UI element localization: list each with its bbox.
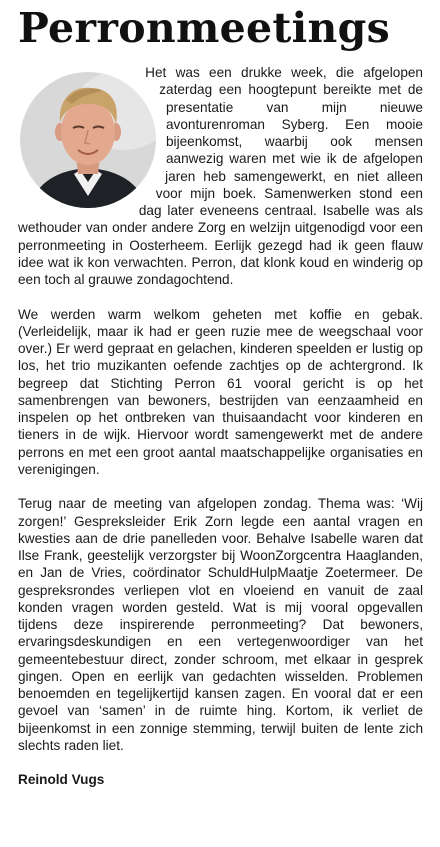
article-body: [18, 64, 423, 806]
author-name: Reinold Vugs: [18, 772, 105, 788]
page-title: Perronmeetings: [18, 4, 390, 52]
article-paragraph-1: Het was een drukke week, die afgelopen zaterdag een hoogtepunt bereikte met de presentatie van mijn nieuwe avonturenroman Syberg. Een mooie bijeenkomst, waarbij ook mensen aanwezig waren met wie ik de afgelopen jaren heb samengewerkt, en niet alleen voor mijn boek. Samenwerken stond een dag later eveneens centraal. Isabelle was als wethouder van onder andere Zorg en welzijn uitgenodigd voor een perronmeeting in Oosterheem. Eerlijk gezegd had ik geen flauw idee wat ik kon verwachten. Perron, dat klonk koud en winderig op een toch al grauwe zondagochtend.: [18, 65, 423, 287]
author-portrait-icon: [18, 70, 158, 210]
author-portrait: [18, 70, 158, 210]
article-paragraph-3: Terug naar de meeting van afgelopen zondag. Thema was: ‘Wij zorgen!’ Gespreksleider Erik Zorn legde een aantal vragen en kwesties aan de drie panelleden voor. Behalve Isabelle waren dat Ilse Frank, geestelijk verzorgster bij WoonZorgcentra Haaglanden, en Jan de Vries, coördinator SchuldHulpMaatje Zoetermeer. De gespreksrondes verliepen vlot en vloeiend en vanuit de zaal konden vragen worden gesteld. Wat is mij vooral opgevallen tijdens deze inspirerende perronmeeting? Dat bewoners, ervaringsdeskundigen en een vertegenwoordiger van het gemeentebestuur direct, zonder schroom, met elkaar in gesprek gingen. Open en eerlijk van gedachten wisselden. Problemen benoemden en tegelijkertijd kansen zagen. En vooral dat er een gevoel van ‘samen’ in de ruimte hing. Kortom, ik verliet de bijeenkomst in een zonnige stemming, terwijl buiten de lente zich slechts raden liet.: [18, 496, 423, 753]
article-paragraph-2: We werden warm welkom geheten met koffie en gebak. (Verleidelijk, maar ik had er geen ruzie mee de weegschaal voor over.) Er werd gepraat en gelachen, kinderen speelden er lustig op los, het trio muzikanten oefende zachtjes op de achtergrond. Ik begreep dat Stichting Perron 61 vooral gericht is op het samenbrengen van bewoners, bestrijden van eenzaamheid en inspelen op het ontbreken van thuisaandacht voor kinderen en tieners in de wijk. Hiervoor wordt samengewerkt met de andere perrons en met een groot aantal maatschappelijke organisaties en verenigingen.: [18, 306, 423, 477]
